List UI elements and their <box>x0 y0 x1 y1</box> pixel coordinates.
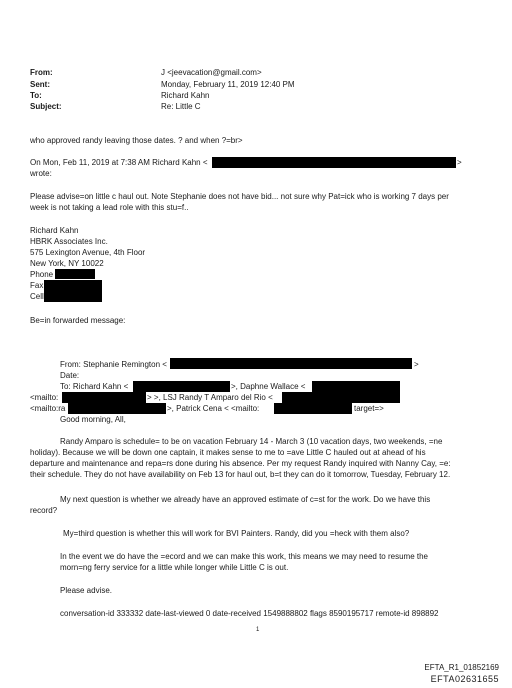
redaction-block <box>62 392 146 403</box>
redaction-block <box>133 381 230 392</box>
redaction-block <box>274 403 352 414</box>
subject-value: Re: Little C <box>161 102 201 111</box>
redaction-block <box>55 269 95 279</box>
signature-name: Richard Kahn <box>30 226 79 235</box>
bates-id-1: EFTA_R1_01852169 <box>424 663 499 672</box>
paragraph-4-line-1: In the event we do have the =ecord and we can make this work, this means we may need to resume the <box>60 552 428 561</box>
forwarded-label: Be=in forwarded message: <box>30 316 126 325</box>
wrote-text: wrote: <box>30 169 52 178</box>
redaction-block <box>282 392 400 403</box>
paragraph-1-line-3: departure and maintenance and repa=rs done during his absence. Per my request Randy inquired with Nanny Cay, =e: <box>30 459 451 468</box>
redaction-block <box>312 381 400 392</box>
quote-intro: On Mon, Feb 11, 2019 at 7:38 AM Richard Kahn < <box>30 158 208 167</box>
mailto-line-2-end: target=> <box>354 404 384 413</box>
fwd-from-end: > <box>414 360 419 369</box>
mailto-line-2: <mailto:ra <box>30 404 66 413</box>
sent-label: Sent: <box>30 80 50 89</box>
paragraph-3: My=third question is whether this will work for BVI Painters. Randy, did you =heck with them also? <box>63 529 410 538</box>
paragraph-1-line-1: Randy Amparo is schedule= to be on vacation February 14 - March 3 (10 vacation days, two weekends, =ne <box>60 437 443 446</box>
redaction-block <box>170 358 412 369</box>
to-value: Richard Kahn <box>161 91 210 100</box>
paragraph-5: Please advise. <box>60 586 113 595</box>
paragraph-1-line-2: holiday). Because we will be down one captain, it makes sense to me to =ave Little C hauled out at ahead of his <box>30 448 426 457</box>
signature-phone-label: Phone <box>30 270 54 279</box>
page-number: 1 <box>256 627 260 633</box>
redaction-block <box>68 403 166 414</box>
signature-cell-label: Cell <box>30 292 44 301</box>
quote-intro-end: > <box>457 158 462 167</box>
redaction-block <box>212 157 456 168</box>
paragraph-1-line-4: their schedule. They do not have availability on Feb 13 for haul out, b=t they can do it tomorrow, Tuesday, February 12. <box>30 470 451 479</box>
fwd-to-2: >, Daphne Wallace < <box>231 382 306 391</box>
to-label: To: <box>30 91 42 100</box>
redaction-block <box>44 280 102 291</box>
signature-fax-label: Fax <box>30 281 44 290</box>
signature-city: New York, NY 10022 <box>30 259 104 268</box>
advise-line-2: week is not taking a lead role with this stu=f.. <box>30 203 189 212</box>
greeting: Good morning, All, <box>60 415 126 424</box>
from-label: From: <box>30 68 53 77</box>
paragraph-2-line-1: My next question is whether we already have an approved estimate of c=st for the work. Do we have this <box>60 495 431 504</box>
metadata-line: conversation-id 333332 date-last-viewed 0 date-received 1549888802 flags 8590195717 remote-id 898892 <box>60 609 439 618</box>
fwd-date: Date: <box>60 371 80 380</box>
redaction-block <box>44 291 102 302</box>
mailto-line-1: <mailto: <box>30 393 59 402</box>
advise-line-1: Please advise=on little c haul out. Note Stephanie does not have bid... not sure why Pat=ick who is working 7 days per <box>30 192 449 201</box>
signature-company: HBRK Associates Inc. <box>30 237 108 246</box>
fwd-from: From: Stephanie Remington < <box>60 360 167 369</box>
paragraph-2-line-2: record? <box>30 506 58 515</box>
sent-value: Monday, February 11, 2019 12:40 PM <box>161 80 295 89</box>
paragraph-4-line-2: morn=ng ferry service for a little while longer while Little C is out. <box>60 563 289 572</box>
reply-line: who approved randy leaving those dates. ? and when ?=br> <box>30 136 243 145</box>
subject-label: Subject: <box>30 102 62 111</box>
fwd-to: To: Richard Kahn < <box>60 382 129 391</box>
from-value: J <jeevacation@gmail.com> <box>161 68 262 77</box>
signature-address: 575 Lexington Avenue, 4th Floor <box>30 248 146 257</box>
mailto-line-2-text: >, Patrick Cena < <mailto: <box>167 404 260 413</box>
mailto-line-1-text: > >, LSJ Randy T Amparo del Rio < <box>147 393 273 402</box>
bates-id-2: EFTA02631655 <box>430 674 499 684</box>
